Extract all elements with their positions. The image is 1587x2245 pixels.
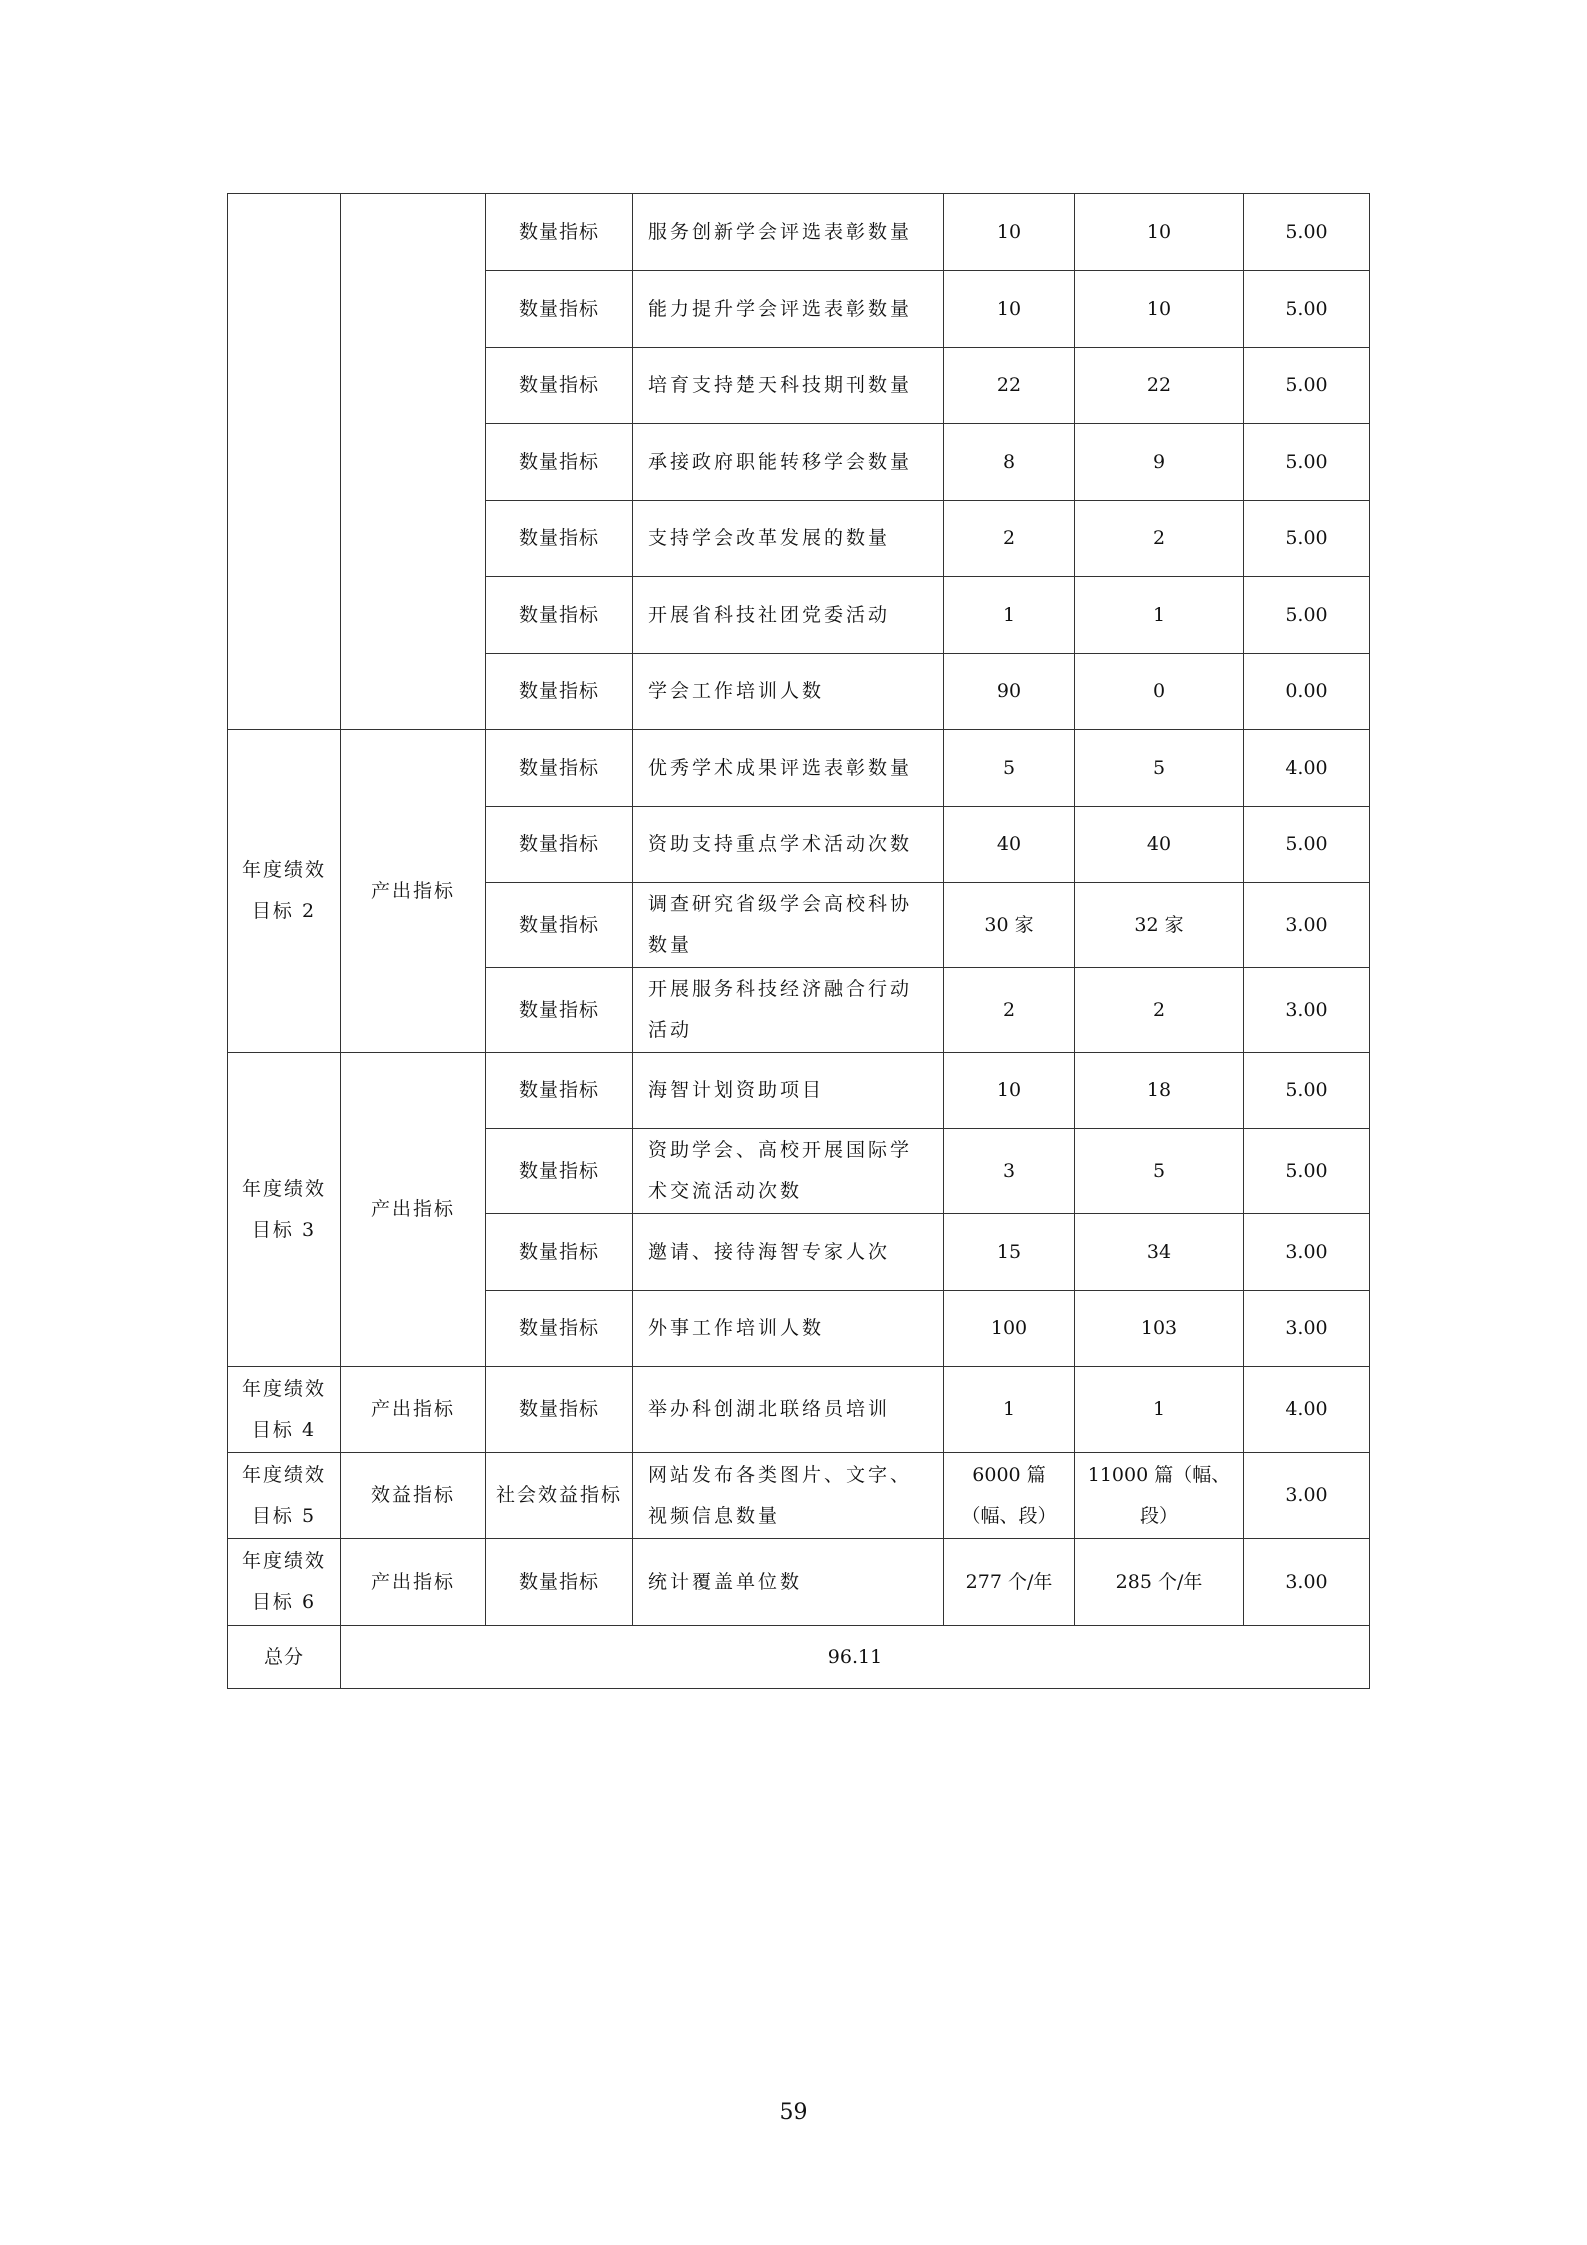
indicator-type-cell: 数量指标 xyxy=(486,1214,633,1291)
score-cell: 5.00 xyxy=(1244,271,1370,348)
indicator-type-cell: 数量指标 xyxy=(486,577,633,654)
indicator-type-cell: 数量指标 xyxy=(486,424,633,501)
actual-value-cell: 10 xyxy=(1075,194,1244,271)
first-level-cell: 产出指标 xyxy=(341,1367,486,1453)
table-row xyxy=(228,1367,1370,1453)
indicator-name-cell: 外事工作培训人数 xyxy=(633,1291,944,1367)
first-level-cell: 产出指标 xyxy=(341,1539,486,1626)
table-row xyxy=(228,1453,1370,1539)
total-value: 96.11 xyxy=(341,1626,1370,1689)
indicator-name-cell: 统计覆盖单位数 xyxy=(633,1539,944,1626)
score-cell: 5.00 xyxy=(1244,807,1370,883)
score-cell: 4.00 xyxy=(1244,1367,1370,1453)
indicator-name-cell: 开展省科技社团党委活动 xyxy=(633,577,944,654)
indicator-type-cell: 数量指标 xyxy=(486,807,633,883)
score-cell: 5.00 xyxy=(1244,1053,1370,1129)
target-value-cell: 6000 篇（幅、段） xyxy=(944,1453,1075,1539)
target-value-cell: 40 xyxy=(944,807,1075,883)
indicator-type-cell: 数量指标 xyxy=(486,348,633,424)
score-cell: 5.00 xyxy=(1244,424,1370,501)
actual-value-cell: 1 xyxy=(1075,577,1244,654)
indicator-type-cell: 数量指标 xyxy=(486,1291,633,1367)
first-level-cell xyxy=(341,194,486,730)
actual-value-cell: 32 家 xyxy=(1075,883,1244,968)
indicator-type-cell: 社会效益指标 xyxy=(486,1453,633,1539)
target-value-cell: 15 xyxy=(944,1214,1075,1291)
page-number: 59 xyxy=(779,2100,808,2125)
performance-table xyxy=(227,193,1370,1689)
indicator-type-cell: 数量指标 xyxy=(486,883,633,968)
table-row xyxy=(228,1053,1370,1129)
goal-cell: 年度绩效目标 6 xyxy=(228,1539,341,1626)
target-value-cell: 1 xyxy=(944,1367,1075,1453)
target-value-cell: 8 xyxy=(944,424,1075,501)
indicator-name-cell: 开展服务科技经济融合行动活动 xyxy=(633,968,944,1053)
indicator-name-cell: 调查研究省级学会高校科协数量 xyxy=(633,883,944,968)
target-value-cell: 10 xyxy=(944,271,1075,348)
score-cell: 5.00 xyxy=(1244,501,1370,577)
indicator-type-cell: 数量指标 xyxy=(486,1539,633,1626)
score-cell: 5.00 xyxy=(1244,348,1370,424)
score-cell: 3.00 xyxy=(1244,1539,1370,1626)
indicator-name-cell: 承接政府职能转移学会数量 xyxy=(633,424,944,501)
total-label: 总分 xyxy=(228,1626,341,1689)
target-value-cell: 1 xyxy=(944,577,1075,654)
target-value-cell: 22 xyxy=(944,348,1075,424)
actual-value-cell: 22 xyxy=(1075,348,1244,424)
score-cell: 5.00 xyxy=(1244,577,1370,654)
indicator-name-cell: 海智计划资助项目 xyxy=(633,1053,944,1129)
target-value-cell: 2 xyxy=(944,501,1075,577)
indicator-type-cell: 数量指标 xyxy=(486,730,633,807)
table-row xyxy=(228,1539,1370,1626)
indicator-type-cell: 数量指标 xyxy=(486,1367,633,1453)
indicator-type-cell: 数量指标 xyxy=(486,194,633,271)
indicator-name-cell: 支持学会改革发展的数量 xyxy=(633,501,944,577)
actual-value-cell: 5 xyxy=(1075,1129,1244,1214)
indicator-type-cell: 数量指标 xyxy=(486,501,633,577)
actual-value-cell: 9 xyxy=(1075,424,1244,501)
actual-value-cell: 1 xyxy=(1075,1367,1244,1453)
indicator-type-cell: 数量指标 xyxy=(486,271,633,348)
target-value-cell: 30 家 xyxy=(944,883,1075,968)
actual-value-cell: 34 xyxy=(1075,1214,1244,1291)
score-cell: 3.00 xyxy=(1244,1291,1370,1367)
indicator-type-cell: 数量指标 xyxy=(486,654,633,730)
first-level-cell: 产出指标 xyxy=(341,1053,486,1367)
indicator-type-cell: 数量指标 xyxy=(486,1129,633,1214)
target-value-cell: 100 xyxy=(944,1291,1075,1367)
target-value-cell: 5 xyxy=(944,730,1075,807)
actual-value-cell: 11000 篇（幅、段） xyxy=(1075,1453,1244,1539)
indicator-name-cell: 资助学会、高校开展国际学术交流活动次数 xyxy=(633,1129,944,1214)
target-value-cell: 277 个/年 xyxy=(944,1539,1075,1626)
indicator-name-cell: 培育支持楚天科技期刊数量 xyxy=(633,348,944,424)
actual-value-cell: 285 个/年 xyxy=(1075,1539,1244,1626)
indicator-name-cell: 网站发布各类图片、文字、视频信息数量 xyxy=(633,1453,944,1539)
actual-value-cell: 2 xyxy=(1075,501,1244,577)
score-cell: 4.00 xyxy=(1244,730,1370,807)
target-value-cell: 2 xyxy=(944,968,1075,1053)
first-level-cell: 效益指标 xyxy=(341,1453,486,1539)
actual-value-cell: 2 xyxy=(1075,968,1244,1053)
indicator-name-cell: 优秀学术成果评选表彰数量 xyxy=(633,730,944,807)
score-cell: 3.00 xyxy=(1244,1214,1370,1291)
indicator-name-cell: 学会工作培训人数 xyxy=(633,654,944,730)
table-row xyxy=(228,730,1370,807)
actual-value-cell: 40 xyxy=(1075,807,1244,883)
actual-value-cell: 10 xyxy=(1075,271,1244,348)
score-cell: 3.00 xyxy=(1244,1453,1370,1539)
target-value-cell: 10 xyxy=(944,1053,1075,1129)
goal-cell: 年度绩效目标 4 xyxy=(228,1367,341,1453)
actual-value-cell: 0 xyxy=(1075,654,1244,730)
score-cell: 5.00 xyxy=(1244,1129,1370,1214)
goal-cell: 年度绩效目标 3 xyxy=(228,1053,341,1367)
goal-cell: 年度绩效目标 5 xyxy=(228,1453,341,1539)
indicator-name-cell: 能力提升学会评选表彰数量 xyxy=(633,271,944,348)
score-cell: 3.00 xyxy=(1244,968,1370,1053)
target-value-cell: 10 xyxy=(944,194,1075,271)
goal-cell xyxy=(228,194,341,730)
score-cell: 5.00 xyxy=(1244,194,1370,271)
actual-value-cell: 5 xyxy=(1075,730,1244,807)
indicator-name-cell: 举办科创湖北联络员培训 xyxy=(633,1367,944,1453)
target-value-cell: 90 xyxy=(944,654,1075,730)
actual-value-cell: 103 xyxy=(1075,1291,1244,1367)
actual-value-cell: 18 xyxy=(1075,1053,1244,1129)
indicator-type-cell: 数量指标 xyxy=(486,1053,633,1129)
indicator-name-cell: 邀请、接待海智专家人次 xyxy=(633,1214,944,1291)
goal-cell: 年度绩效目标 2 xyxy=(228,730,341,1053)
first-level-cell: 产出指标 xyxy=(341,730,486,1053)
target-value-cell: 3 xyxy=(944,1129,1075,1214)
table-row xyxy=(228,194,1370,271)
total-row xyxy=(228,1626,1370,1689)
score-cell: 0.00 xyxy=(1244,654,1370,730)
indicator-name-cell: 资助支持重点学术活动次数 xyxy=(633,807,944,883)
indicator-name-cell: 服务创新学会评选表彰数量 xyxy=(633,194,944,271)
indicator-type-cell: 数量指标 xyxy=(486,968,633,1053)
score-cell: 3.00 xyxy=(1244,883,1370,968)
